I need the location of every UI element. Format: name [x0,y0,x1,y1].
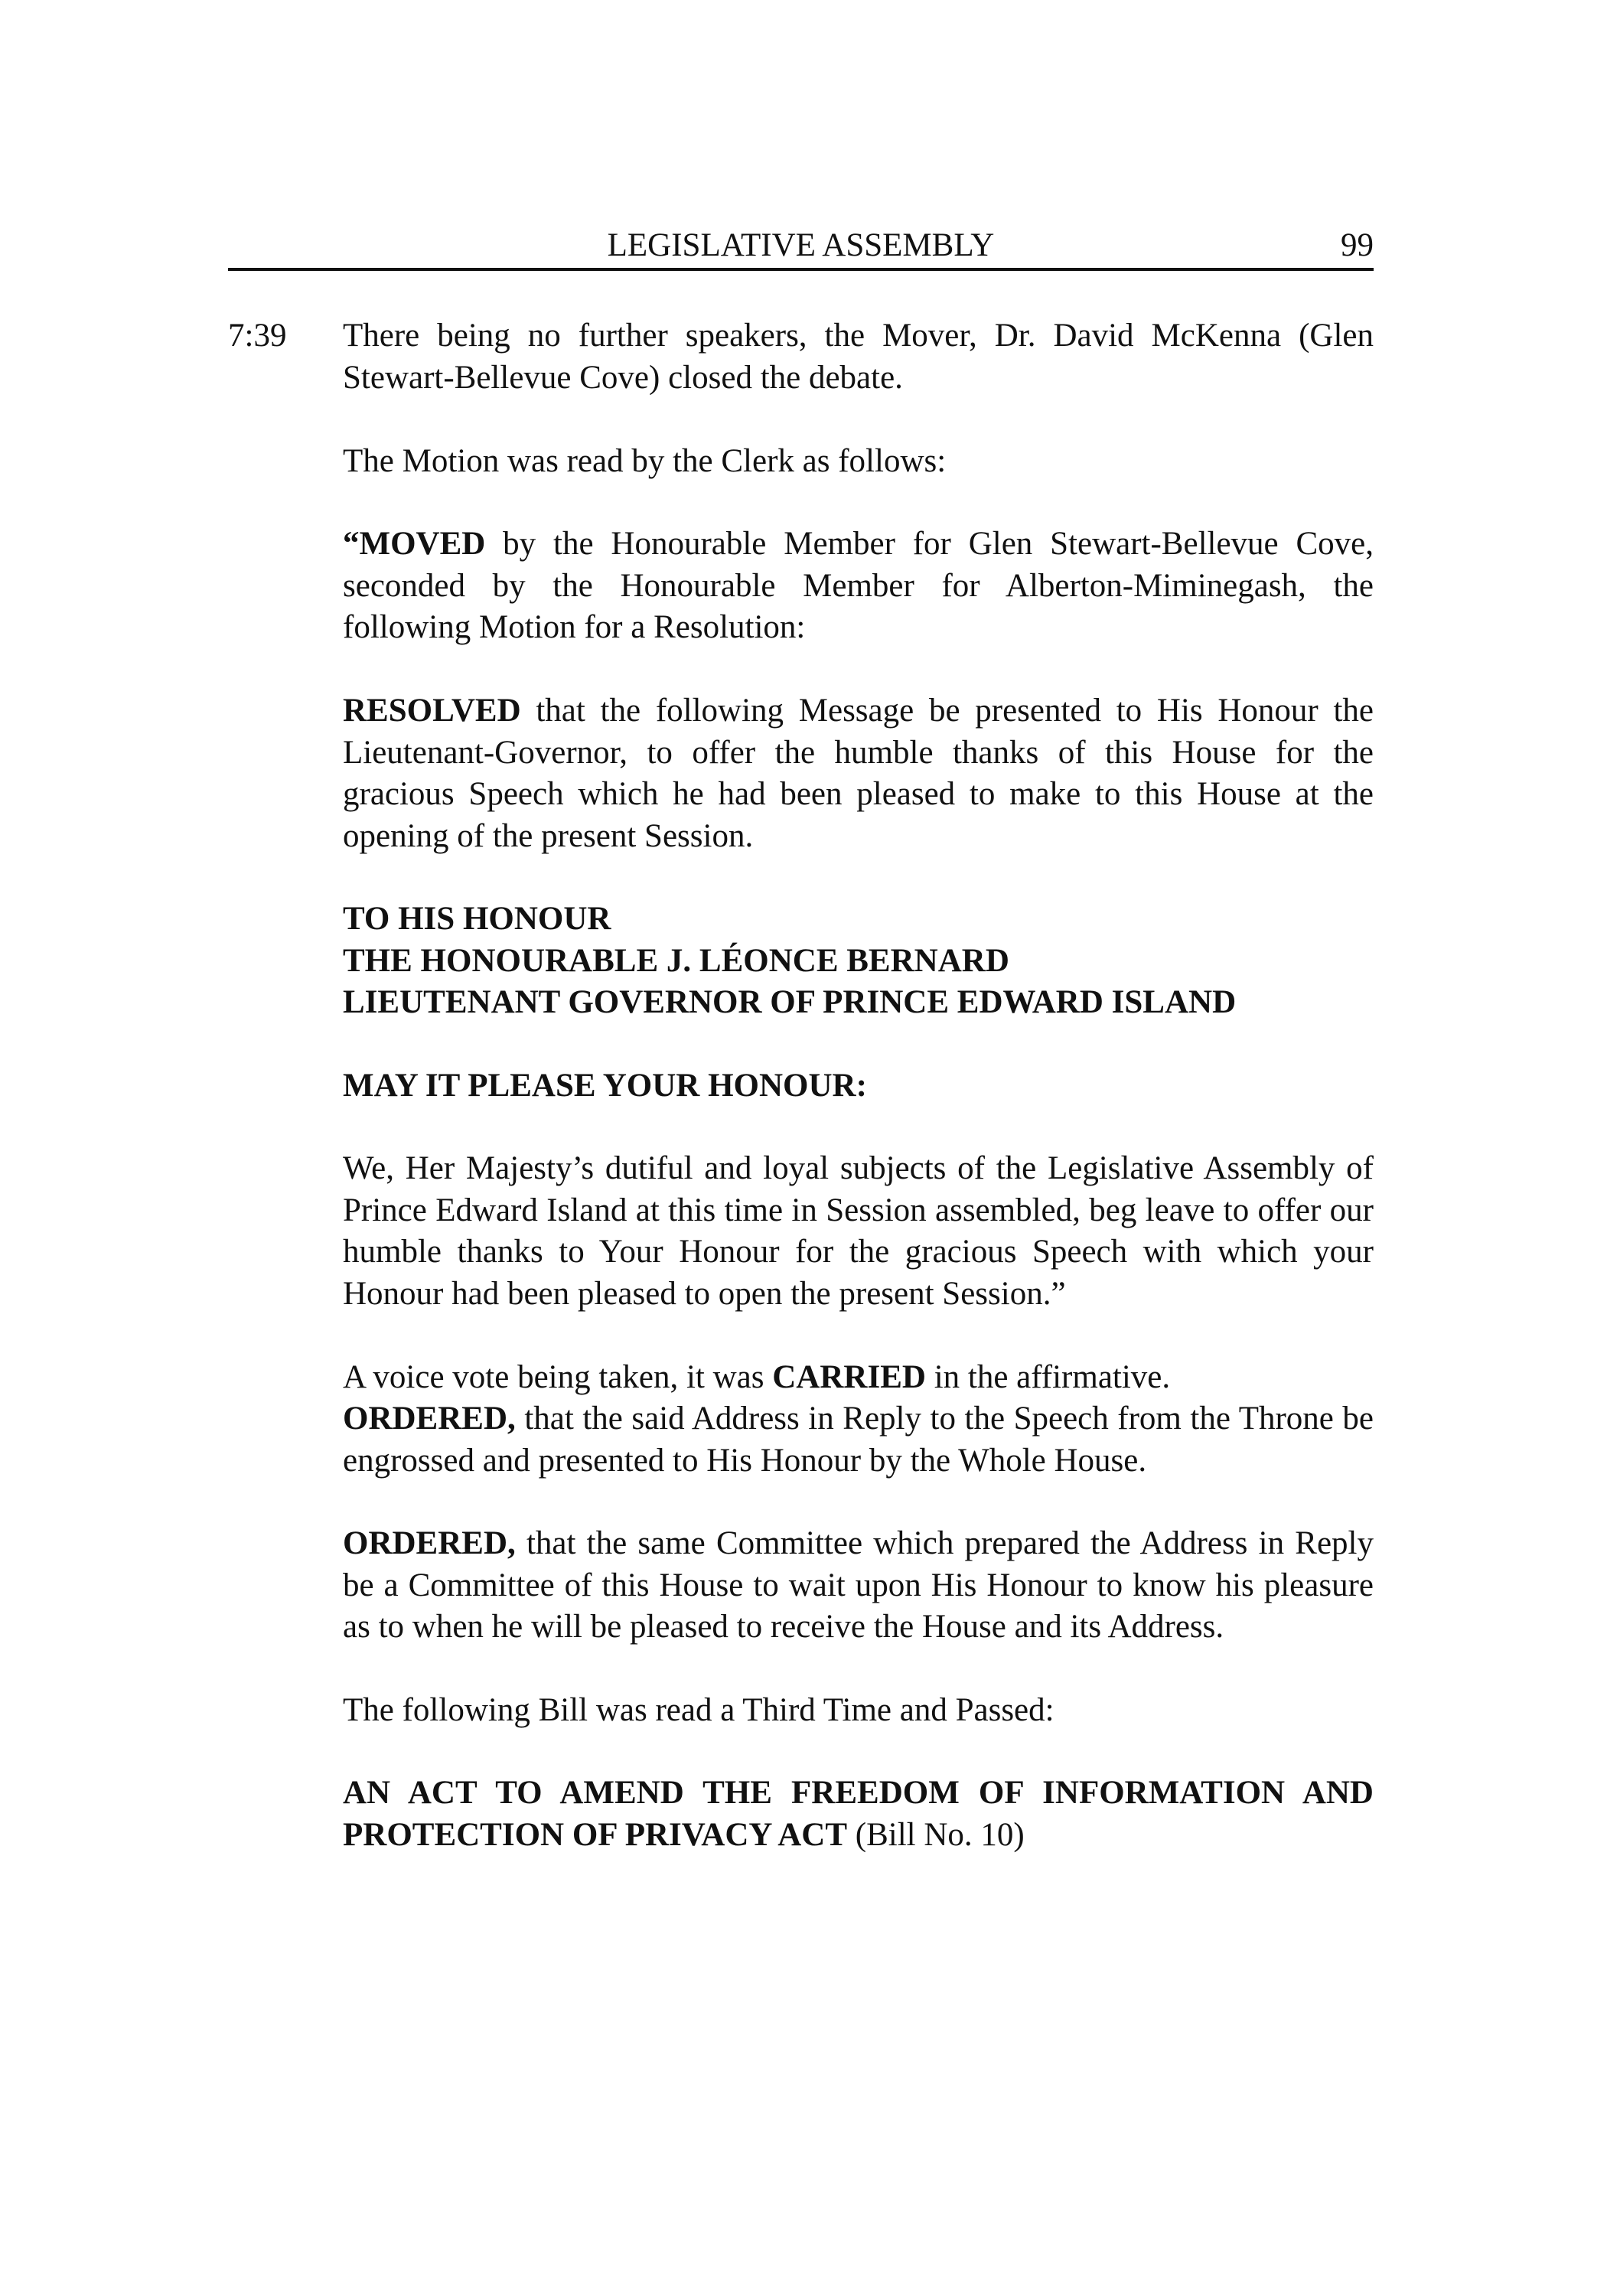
paragraph-voice-vote [343,1357,1374,1399]
ordered-keyword: ORDERED, [343,1525,516,1561]
address-line-3: LIEUTENANT GOVERNOR OF PRINCE EDWARD ISLAND [343,984,1237,1020]
resolved-keyword: RESOLVED [343,693,521,729]
address-block [343,899,1374,1024]
bill-number: (Bill No. 10) [847,1816,1025,1853]
paragraph-resolved [343,690,1374,857]
paragraph-ordered-engrossed [343,1398,1374,1482]
entry-time: 7:39 [228,318,287,354]
salutation: MAY IT PLEASE YOUR HONOUR: [343,1068,867,1104]
bill-title: AN ACT TO AMEND THE FREEDOM OF INFORMATION AND PROTECTION OF PRIVACY ACT [343,1775,1374,1853]
ordered-keyword: ORDERED, [343,1401,516,1437]
ordered-engrossed-text: that the said Address in Reply to the Speech from the Throne be engrossed and presented to His Honour by the Whole House. [343,1401,1374,1479]
paragraph-moved [343,523,1374,649]
ordered-committee-text: that the same Committee which prepared the Address in Reply be a Committee of this House to wait upon His Honour to know his pleasure as to when he will be pleased to receive the House and its Address. [343,1525,1374,1645]
voice-vote-text: A voice vote being taken, it was [343,1359,773,1395]
moved-keyword: “MOVED [343,526,486,562]
page-header [228,222,1374,271]
paragraph-ordered-committee [343,1523,1374,1649]
header-title: LEGISLATIVE ASSEMBLY [607,227,995,263]
paragraph-loyal-subjects: We, Her Majesty’s dutiful and loyal subjects of the Legislative Assembly of Prince Edward Island at this time in Session assembled, beg leave to offer our humble thanks to Your Honour for the gracious Speech with which your Honour had been pleased to open the present Session.” [343,1150,1374,1312]
page-number: 99 [1341,227,1374,263]
address-line-2: THE HONOURABLE J. LÉONCE BERNARD [343,942,1009,979]
moved-text: by the Honourable Member for Glen Stewart-Bellevue Cove, seconded by the Honourable Member for Alberton-Miminegash, the following Motion for a Resolution: [343,526,1374,645]
paragraph-bill-title [343,1773,1374,1856]
carried-keyword: CARRIED [772,1359,926,1395]
paragraph-bill-passed: The following Bill was read a Third Time and Passed: [343,1692,1054,1728]
paragraph-debate-closed: There being no further speakers, the Mover, Dr. David McKenna (Glen Stewart-Bellevue Cove) closed the debate. [343,318,1374,396]
paragraph-motion-read: The Motion was read by the Clerk as follows: [343,443,947,479]
voice-vote-result: in the affirmative. [925,1359,1171,1395]
resolved-text: that the following Message be presented to His Honour the Lieutenant-Governor, to offer the humble thanks of this House for the gracious Speech which he had been pleased to make to this House at the opening of the present Session. [343,693,1374,854]
address-line-1: TO HIS HONOUR [343,901,611,937]
